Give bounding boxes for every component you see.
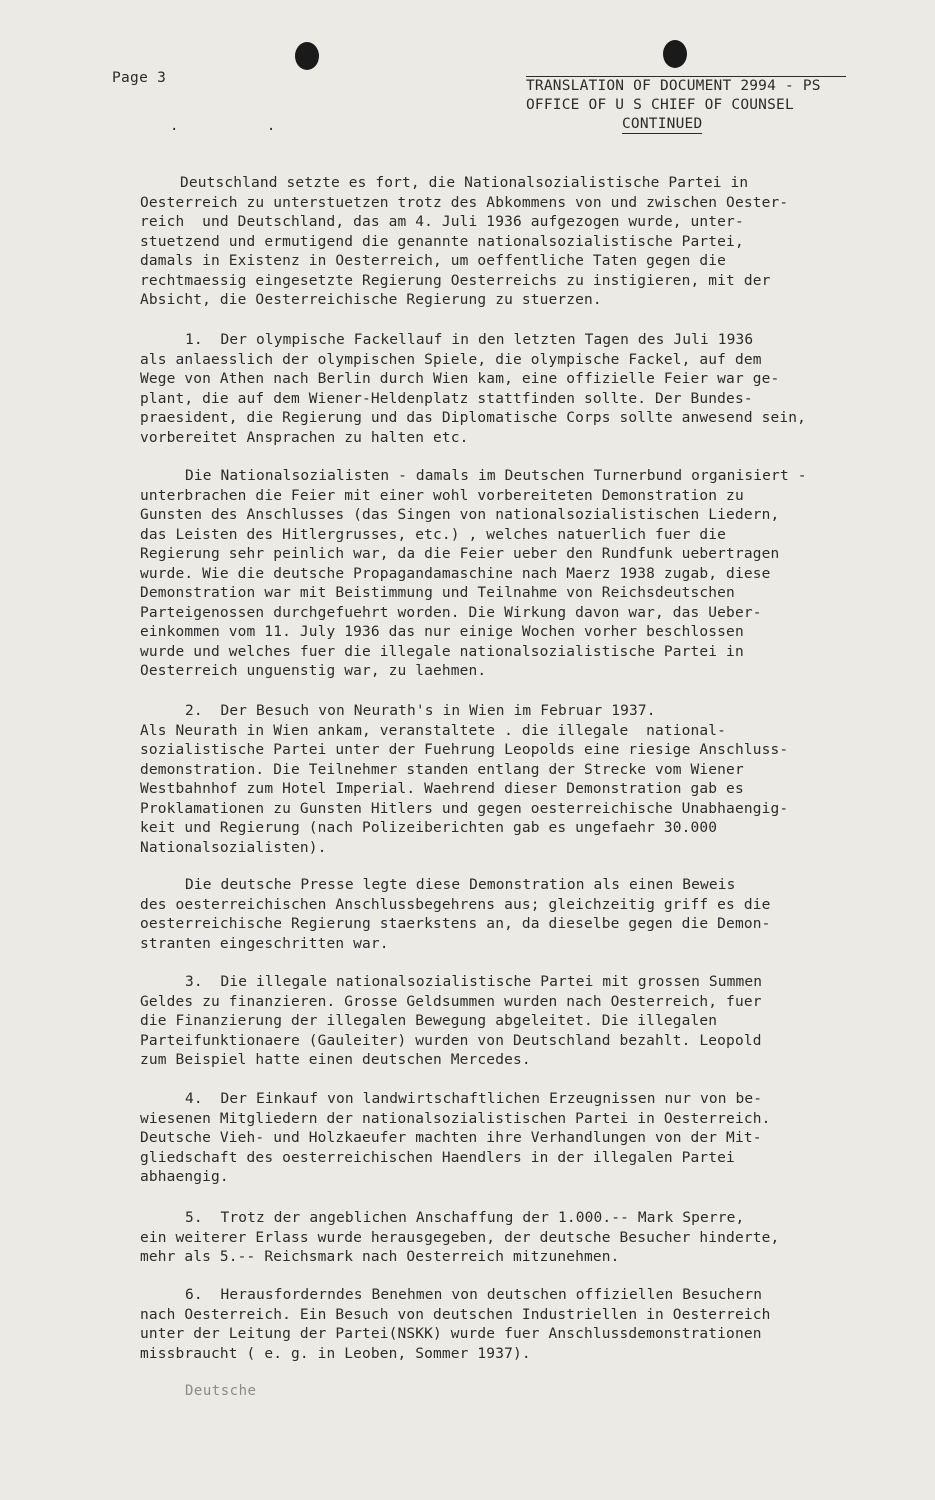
heading-line-1: TRANSLATION OF DOCUMENT 2994 - PS (526, 78, 821, 94)
text-line: 1. Der olympische Fackellauf in den letzten Tagen des Juli 1936 (185, 332, 754, 348)
text-line: unterbrachen die Feier mit einer wohl vorbereiteten Demonstration zu (140, 487, 744, 504)
text-line: als anlaesslich der olympischen Spiele, die olympische Fackel, auf dem (140, 351, 762, 368)
text-line: Demonstration war mit Beistimmung und Teilnahme von Reichsdeutschen (140, 585, 735, 601)
text-line: Westbahnhof zum Hotel Imperial. Waehrend dieser Demonstration gab es (140, 781, 744, 797)
page-number: Page 3 (112, 70, 167, 86)
text-line: Parteifunktionaere (Gauleiter) wurden von Deutschland bezahlt. Leopold (140, 1032, 762, 1049)
text-line: 4. Der Einkauf von landwirtschaftlichen Erzeugnissen nur von be- (185, 1091, 763, 1107)
text-line: oesterreichische Regierung staerkstens an, da dieselbe gegen die Demon- (140, 916, 771, 932)
text-line: Gunsten des Anschlusses (das Singen von nationalsozialistischen Liedern, (140, 507, 780, 523)
text-line: 3. Die illegale nationalsozialistische Partei mit grossen Summen (185, 974, 763, 990)
text-line: 2. Der Besuch von Neurath's in Wien im Februar 1937. (185, 703, 656, 719)
paragraph-item-2-cont (140, 876, 870, 954)
paragraph-item-3 (140, 973, 870, 1071)
text-line: sozialistische Partei unter der Fuehrung Leopolds eine riesige Anschluss- (140, 742, 789, 758)
text-line: damals in Existenz in Oesterreich, um oeffentliche Taten gegen die (140, 253, 727, 269)
text-line: nach Oesterreich. Ein Besuch von deutschen Industriellen in Oesterreich (140, 1306, 771, 1323)
text-line: Die deutsche Presse legte diese Demonstration als einen Beweis (185, 877, 736, 893)
paragraph-item-4 (140, 1090, 870, 1188)
text-line: stranten eingeschritten war. (140, 935, 389, 952)
text-line: keit und Regierung (nach Polizeiberichten gab es ungefaehr 30.000 (140, 820, 718, 836)
text-line: wurde und welches fuer die illegale nationalsozialistische Partei in (140, 643, 744, 660)
text-line: 5. Trotz der angeblichen Anschaffung der 1.000.-- Mark Sperre, (185, 1210, 745, 1226)
text-line: wiesenen Mitgliedern der nationalsozialistischen Partei in Oesterreich. (140, 1110, 771, 1127)
text-line: Deutschland setzte es fort, die Nationalsozialistische Partei in (180, 175, 749, 191)
text-line: die Finanzierung der illegalen Bewegung abgeleitet. Die illegalen (140, 1013, 718, 1029)
text-line: das Leisten des Hitlergrusses, etc.) , welches natuerlich fuer die (140, 526, 727, 543)
text-line: stuetzend und ermutigend die genannte nationalsozialistische Partei, (140, 233, 744, 250)
punch-hole-left (295, 42, 319, 70)
text-line: Wege von Athen nach Berlin durch Wien kam, eine offizielle Feier war ge- (140, 371, 780, 387)
paragraph-item-6 (140, 1286, 870, 1364)
text-line: missbraucht ( e. g. in Leoben, Sommer 1937). (140, 1345, 531, 1362)
heading-line-3: CONTINUED (622, 116, 703, 132)
text-line: demonstration. Die Teilnehmer standen entlang der Strecke vom Wiener (140, 761, 744, 778)
text-line: Geldes zu finanzieren. Grosse Geldsummen wurden nach Oesterreich, fuer (140, 993, 762, 1010)
paragraph-item-2 (140, 702, 870, 858)
text-line: abhaengig. (140, 1169, 229, 1185)
text-line: vorbereitet Ansprachen zu halten etc. (140, 429, 469, 446)
text-line: Oesterreich zu unterstuetzen trotz des Abkommens von und zwischen Oester- (140, 194, 789, 211)
text-line: unter der Leitung der Partei(NSKK) wurde fuer Anschlussdemonstrationen (140, 1326, 762, 1342)
heading-line-2: OFFICE OF U S CHIEF OF COUNSEL (526, 97, 794, 113)
paragraph-item-1 (140, 331, 870, 448)
text-line: Deutsche Vieh- und Holzkaeufer machten ihre Verhandlungen von der Mit- (140, 1130, 762, 1146)
text-line: plant, die auf dem Wiener-Heldenplatz stattfinden sollte. Der Bundes- (140, 390, 753, 407)
text-line: Als Neurath in Wien ankam, veranstaltete . die illegale national- (140, 722, 727, 739)
paragraph-item-5 (140, 1209, 870, 1268)
document-heading (526, 76, 866, 134)
text-line: 6. Herausforderndes Benehmen von deutschen offiziellen Besuchern (185, 1287, 763, 1303)
text-line: Oesterreich unguenstig war, zu laehmen. (140, 663, 487, 679)
text-line: Regierung sehr peinlich war, da die Feier ueber den Rundfunk uebertragen (140, 546, 780, 562)
text-line: gliedschaft des oesterreichischen Haendlers in der illegalen Partei (140, 1149, 735, 1166)
text-line: ein weiterer Erlass wurde herausgegeben, der deutsche Besucher hinderte, (140, 1229, 780, 1246)
text-line: mehr als 5.-- Reichsmark nach Oesterreich mitzunehmen. (140, 1249, 620, 1265)
punch-hole-right (663, 40, 687, 68)
margin-dots: . . (170, 118, 316, 134)
text-line: Absicht, die Oesterreichische Regierung zu stuerzen. (140, 292, 602, 308)
text-line: reich und Deutschland, das am 4. Juli 1936 aufgezogen wurde, unter- (140, 214, 744, 230)
text-line: Parteigenossen durchgefuehrt worden. Die Wirkung davon war, das Ueber- (140, 604, 762, 621)
footer-catchword: Deutsche (185, 1383, 257, 1399)
paragraph-intro (140, 174, 870, 311)
text-line: wurde. Wie die deutsche Propagandamaschine nach Maerz 1938 zugab, diese (140, 565, 771, 582)
text-line: einkommen vom 11. July 1936 das nur einige Wochen vorher beschlossen (140, 624, 744, 640)
text-line: praesident, die Regierung und das Diplomatische Corps sollte anwesend sein, (140, 410, 806, 426)
text-line: zum Beispiel hatte einen deutschen Mercedes. (140, 1052, 531, 1068)
text-line: rechtmaessig eingesetzte Regierung Oesterreichs zu instigieren, mit der (140, 272, 771, 289)
text-line: des oesterreichischen Anschlussbegehrens aus; gleichzeitig griff es die (140, 896, 771, 913)
text-line: Die Nationalsozialisten - damals im Deutschen Turnerbund organisiert - (185, 468, 807, 484)
paragraph-item-1-cont (140, 467, 870, 682)
text-line: Nationalsozialisten). (140, 839, 327, 856)
text-line: Proklamationen zu Gunsten Hitlers und gegen oesterreichische Unabhaengig- (140, 800, 789, 817)
